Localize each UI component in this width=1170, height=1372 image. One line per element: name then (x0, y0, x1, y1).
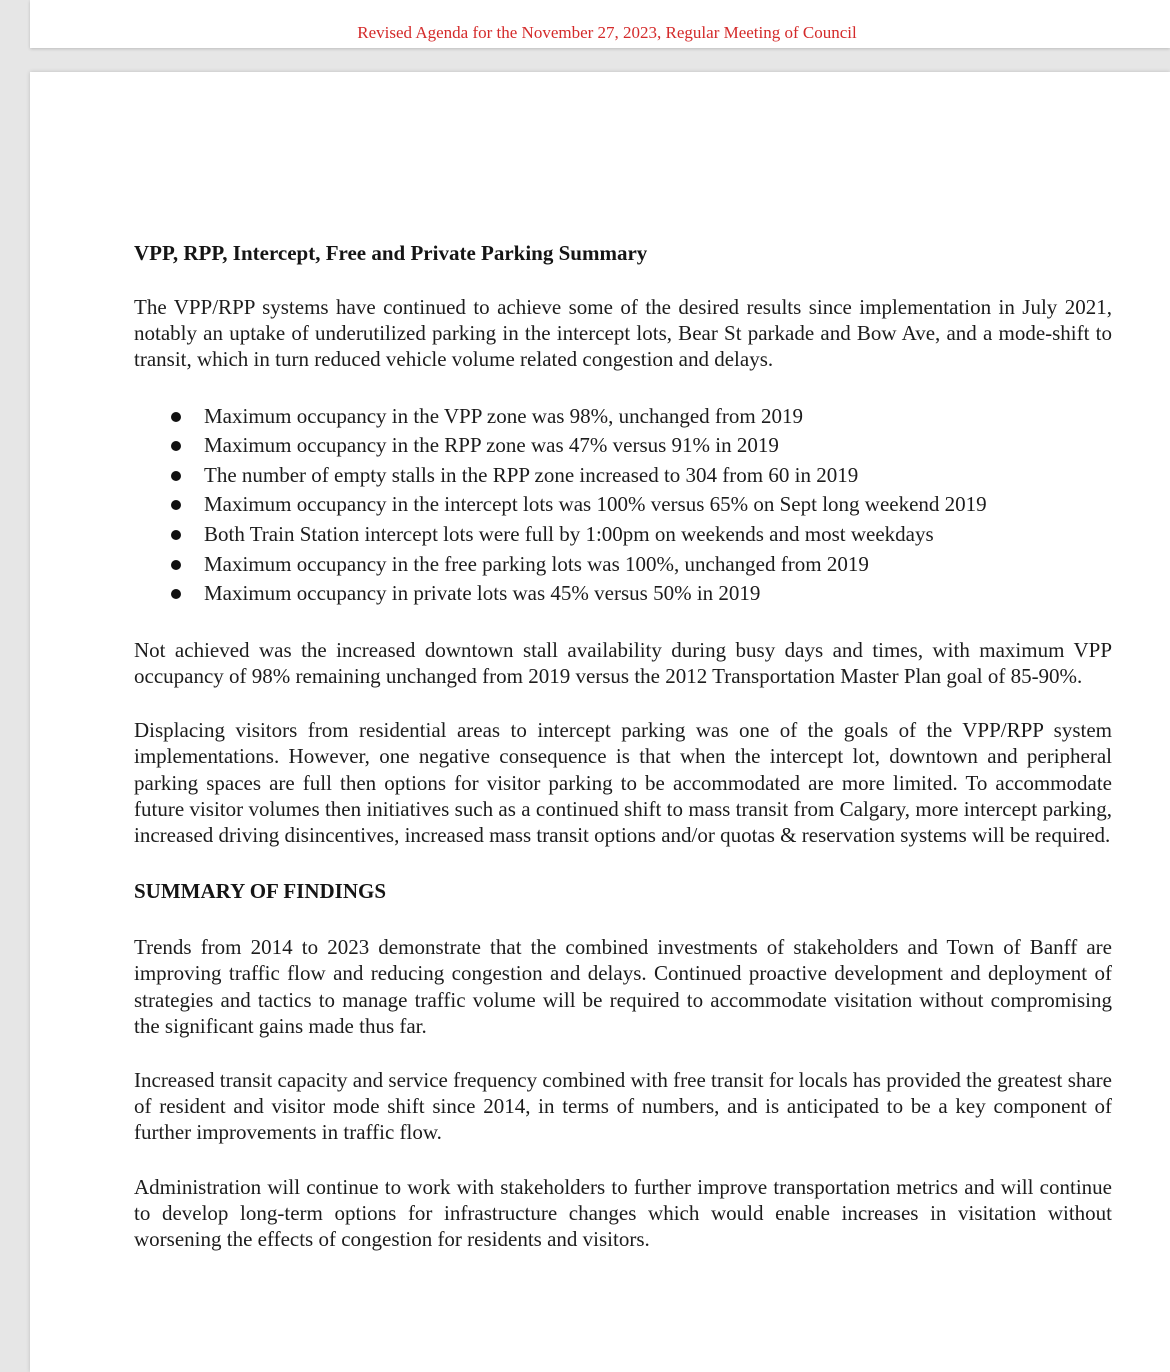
bullet-icon (171, 589, 181, 599)
bullet-icon (171, 560, 181, 570)
list-item (167, 579, 1112, 609)
bullet-icon (171, 471, 181, 481)
transit-capacity-paragraph: Increased transit capacity and service frequency combined with free transit for locals has provided the greatest share of resident and visitor mode shift since 2014, in terms of numbers, and is anticipated to be a key component of further improvements in traffic flow. (134, 1068, 1112, 1145)
not-achieved-paragraph: Not achieved was the increased downtown stall availability during busy days and times, with maximum VPP occupancy of 98% remaining unchanged from 2019 versus the 2012 Transportation Master Plan goal of 85-90%. (134, 637, 1112, 688)
list-item-text: Maximum occupancy in private lots was 45% versus 50% in 2019 (204, 581, 761, 606)
trends-paragraph: Trends from 2014 to 2023 demonstrate that the combined investments of stakeholders and Town of Banff are improving traffic flow and reducing congestion and delays. Continued proactive development and deployment of strategies and tactics to manage traffic volume will be required to accommodate visitation without compromising the significant gains made thus far. (134, 935, 1112, 1038)
list-item-text: Maximum occupancy in the RPP zone was 47% versus 91% in 2019 (204, 433, 779, 458)
summary-of-findings-heading: SUMMARY OF FINDINGS (134, 879, 387, 904)
list-item (167, 490, 1112, 520)
list-item-text: The number of empty stalls in the RPP zone increased to 304 from 60 in 2019 (204, 462, 859, 487)
parking-summary-heading: VPP, RPP, Intercept, Free and Private Parking Summary (134, 241, 648, 265)
bullet-icon (171, 412, 181, 422)
bullet-icon (171, 530, 181, 540)
list-item (167, 520, 1112, 550)
list-item (167, 431, 1112, 461)
document-page (30, 72, 1170, 1372)
list-item (167, 550, 1112, 580)
administration-paragraph: Administration will continue to work with stakeholders to further improve transportation metrics and will continue to develop long-term options for infrastructure changes which would enable increases in visitation without worsening the effects of congestion for residents and visitors. (134, 1174, 1112, 1252)
list-item-text: Maximum occupancy in the free parking lots was 100%, unchanged from 2019 (204, 551, 869, 576)
agenda-header-title: Revised Agenda for the November 27, 2023, Regular Meeting of Council (357, 23, 857, 42)
list-item-text: Both Train Station intercept lots were full by 1:00pm on weekends and most weekdays (204, 521, 934, 546)
displacing-visitors-paragraph: Displacing visitors from residential areas to intercept parking was one of the goals of the VPP/RPP system implementations. However, one negative consequence is that when the intercept lot, downtown and peripheral parking spaces are full then options for visitor parking to be accommodated are more limited. To accommodate future visitor volumes then initiatives such as a continued shift to mass transit from Calgary, more intercept parking, increased driving disincentives, increased mass transit options and/or quotas & reservation systems will be required. (134, 718, 1112, 847)
list-item (167, 402, 1112, 432)
list-item-text: Maximum occupancy in the intercept lots was 100% versus 65% on Sept long weekend 2019 (204, 492, 987, 517)
bullet-icon (171, 441, 181, 451)
parking-summary-intro: The VPP/RPP systems have continued to achieve some of the desired results since implementation in July 2021, notably an uptake of underutilized parking in the intercept lots, Bear St parkade and Bow Ave, and a mode-shift to transit, which in turn reduced vehicle volume related congestion and delays. (134, 295, 1112, 372)
list-item-text: Maximum occupancy in the VPP zone was 98%, unchanged from 2019 (204, 403, 803, 428)
bullet-icon (171, 500, 181, 510)
parking-findings-list (134, 402, 1112, 609)
list-item (167, 461, 1112, 491)
previous-page-footer (30, 0, 1170, 48)
page-content (134, 240, 1112, 1252)
